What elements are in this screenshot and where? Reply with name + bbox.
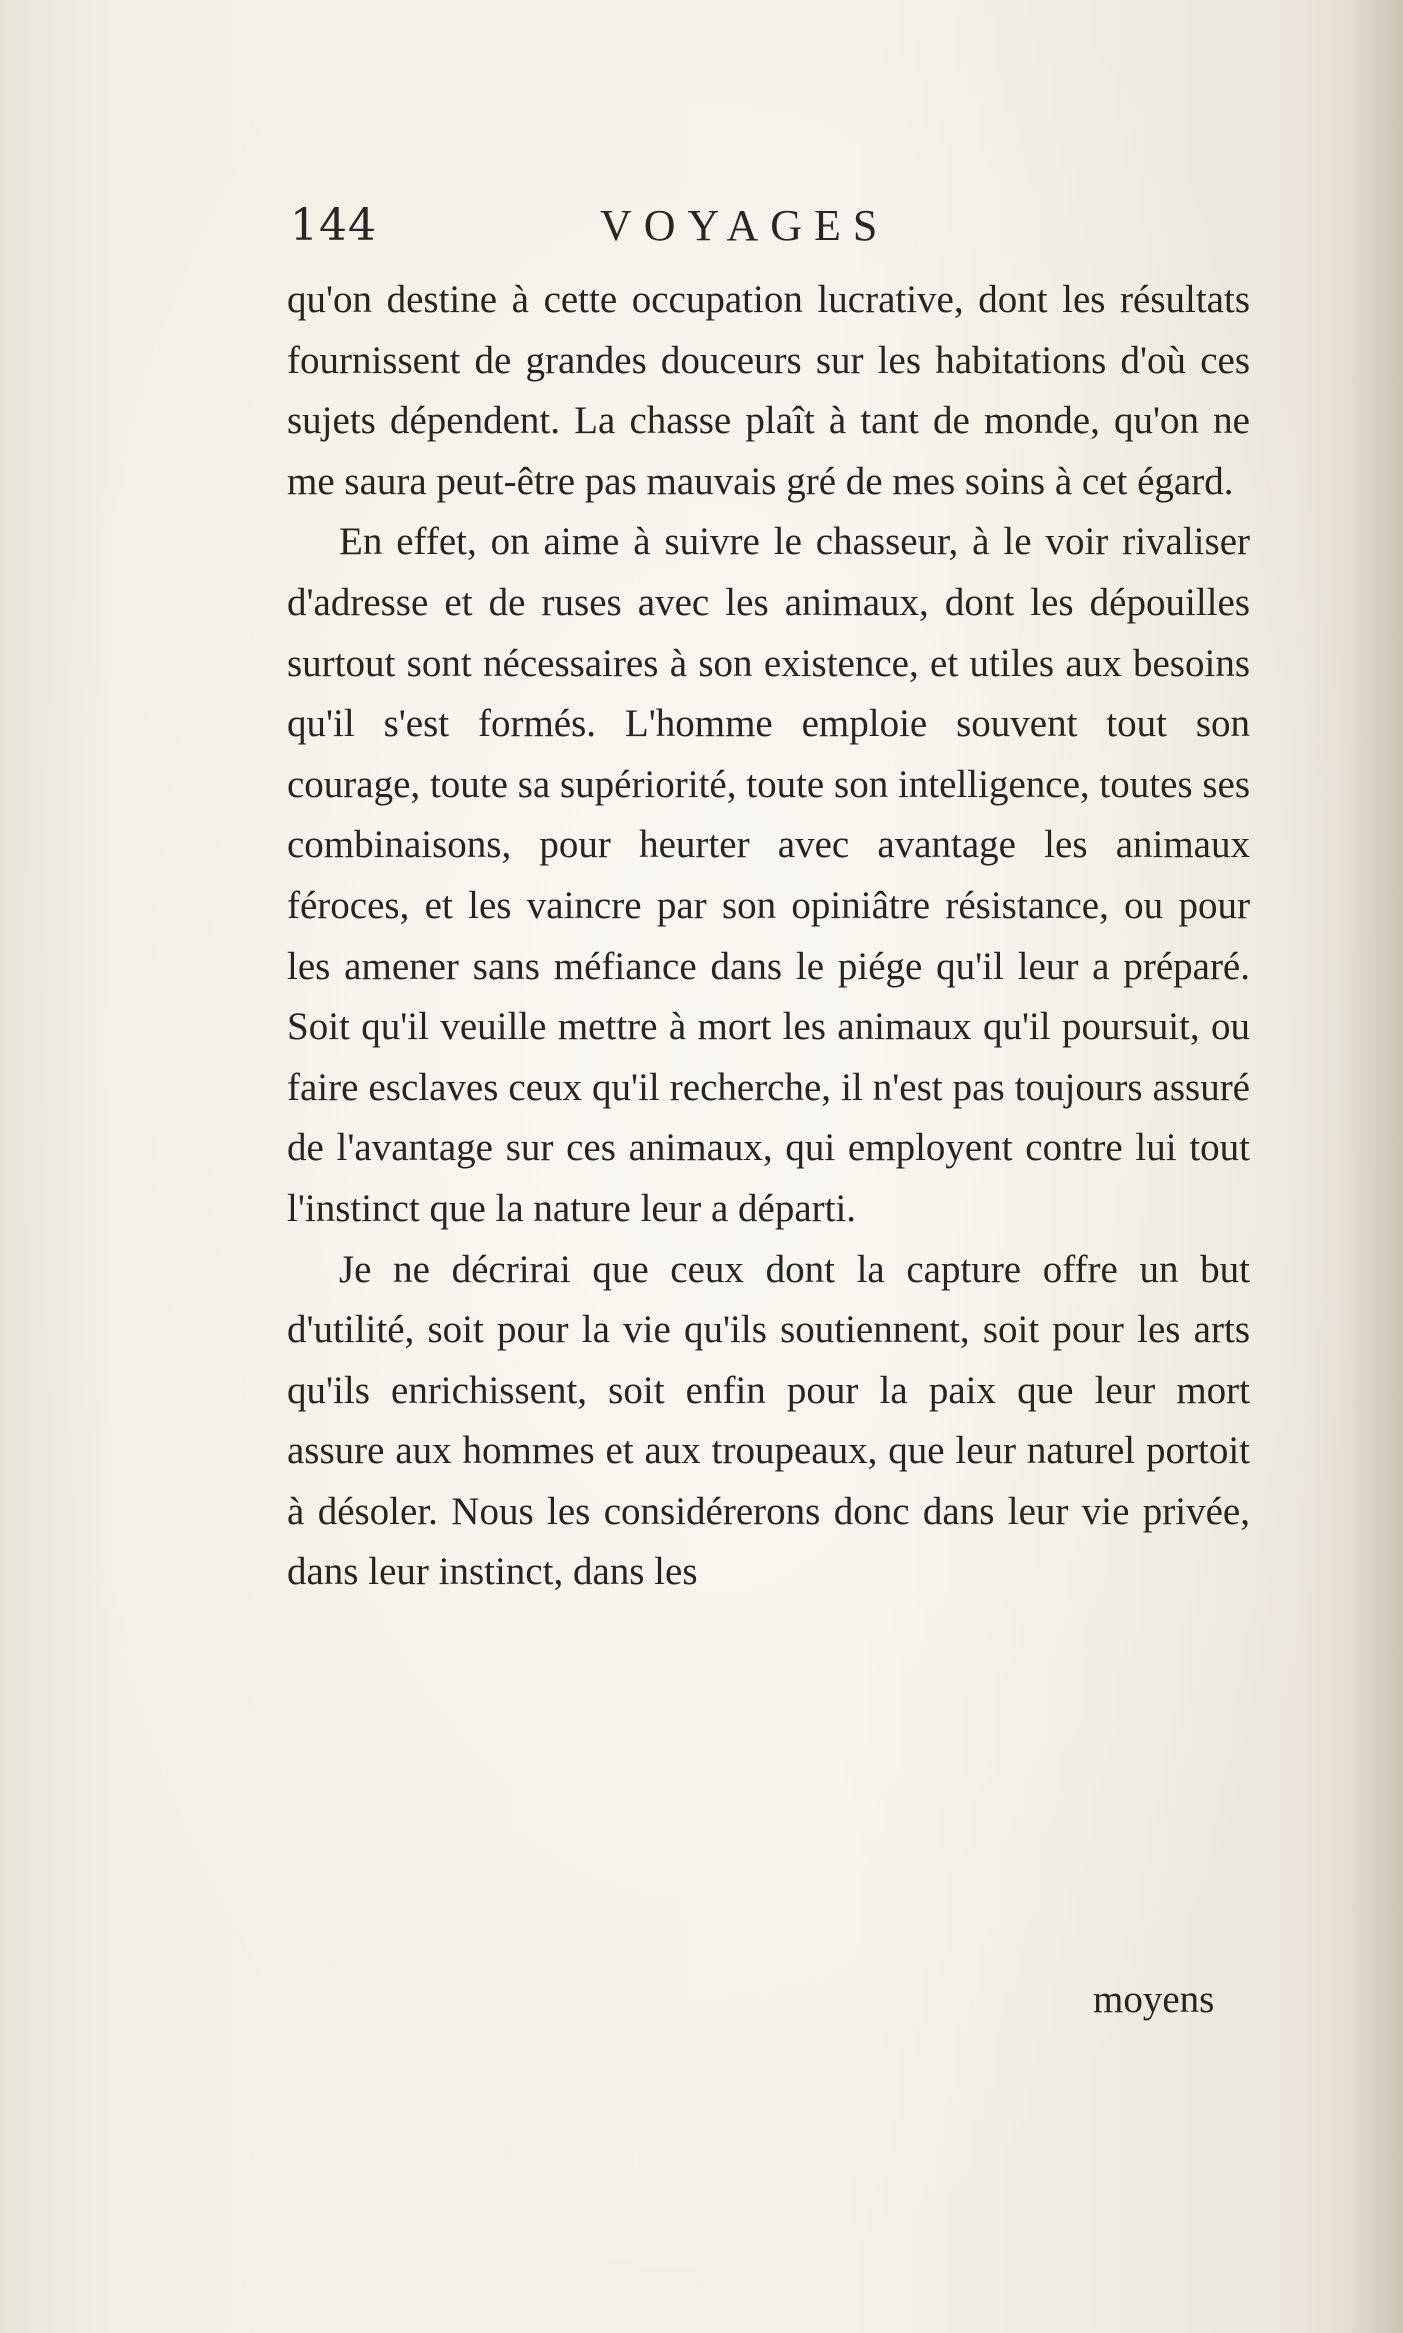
page-number: 144 <box>290 200 377 251</box>
page-header <box>0 200 1403 260</box>
paragraph-3: Je ne décrirai que ceux dont la capture offre un but d'utilité, soit pour la vie qu'ils soutiennent, soit pour les arts qu'ils enrichissent, soit enfin pour la paix que leur mort assure aux hommes et aux troupeaux, que leur naturel portoit à désoler. Nous les considérerons donc dans leur vie privée, dans leur instinct, dans les <box>287 1247 1250 1594</box>
paragraph-2: En effet, on aime à suivre le chasseur, à le voir rivaliser d'adresse et de ruses avec les animaux, dont les dépouilles surtout sont nécessaires à son existence, et utiles aux besoins qu'il s'est formés. L'homme emploie souvent tout son courage, toute sa supériorité, toute son intelligence, toutes ses combinaisons, pour heurter avec avantage les animaux féroces, et les vaincre par son opiniâtre résistance, ou pour les amener sans méfiance dans le piége qu'il leur a préparé. Soit qu'il veuille mettre à mort les animaux qu'il poursuit, ou faire esclaves ceux qu'il recherche, il n'est pas toujours assuré de l'avantage sur ces animaux, qui employent contre lui tout l'instinct que la nature leur a départi. <box>287 520 1250 1230</box>
body-text <box>287 270 1250 1603</box>
catchword: moyens <box>1093 1978 1215 2021</box>
paragraph-1: qu'on destine à cette occupation lucrative, dont les résultats fournissent de grandes douceurs sur les habitations d'où ces sujets dépendent. La chasse plaît à tant de monde, qu'on ne me saura peut-être pas mauvais gré de mes soins à cet égard. <box>287 278 1250 503</box>
running-head: VOYAGES <box>600 201 890 250</box>
